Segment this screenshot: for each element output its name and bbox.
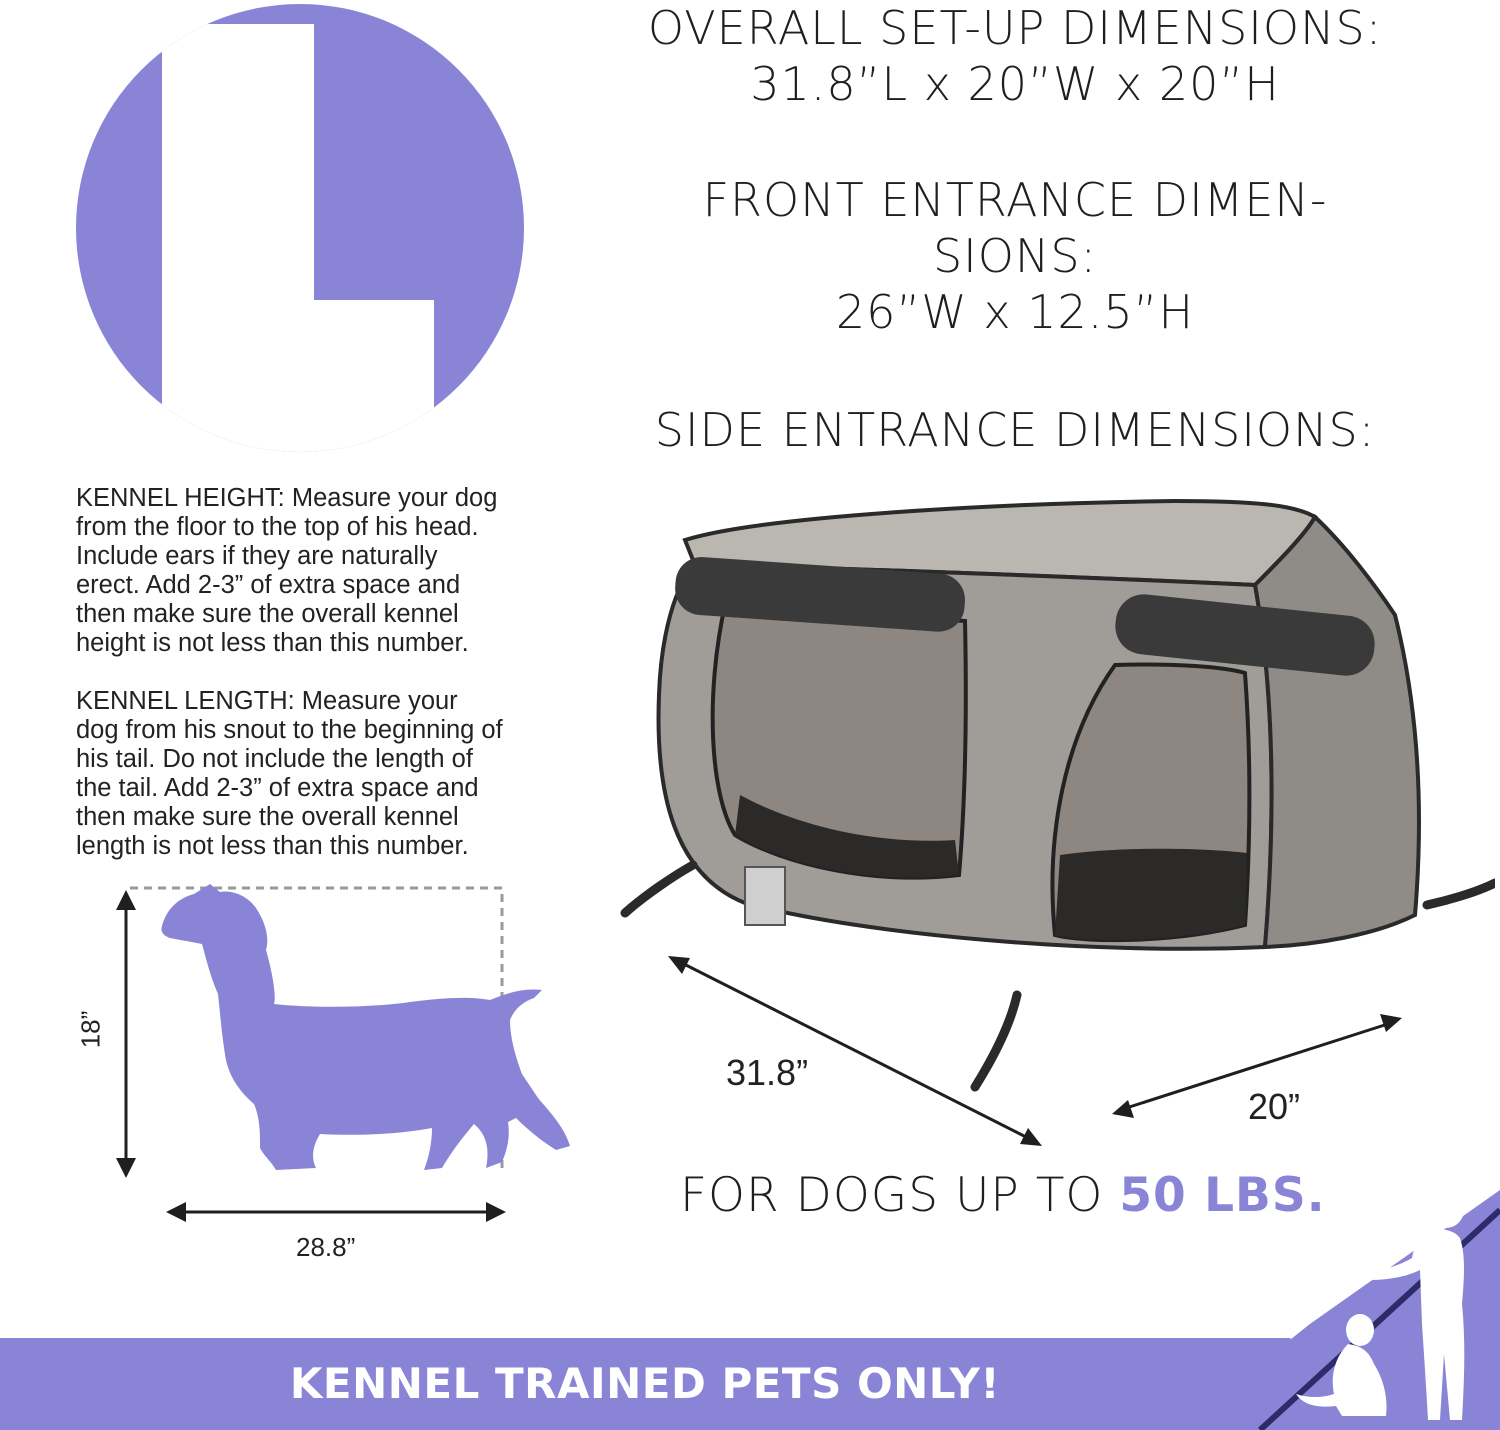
dog-length-label: 28.8”	[296, 1232, 356, 1262]
front-entrance-value: 26”W x 12.5”H	[835, 285, 1195, 339]
overall-dimensions-value: 31.8”L x 20”W x 20”H	[750, 57, 1280, 111]
front-entrance-heading-line2: SIONS:	[932, 229, 1098, 283]
front-entrance-heading-line1: FRONT ENTRANCE DIMEN-	[702, 173, 1328, 227]
dog-height-label: 18”	[75, 1010, 106, 1049]
person-with-dog-icon	[1290, 1184, 1500, 1430]
footer-warning: KENNEL TRAINED PETS ONLY!	[289, 1359, 1001, 1408]
kennel-length-guide: KENNEL LENGTH: Measure your dog from his snout to the beginning of his tail. Do not include the length of the tail. Add 2-3” of extra space and then make sure the overall kennel length is not less than this number.	[76, 687, 503, 860]
size-badge	[76, 4, 524, 452]
kennel-height-guide: KENNEL HEIGHT: Measure your dog from the floor to the top of his head. Include ears if they are naturally erect. Add 2-3” of extra space and then make sure the overall kennel height is not less than this number.	[76, 484, 498, 657]
overall-dimensions-heading: OVERALL SET-UP DIMENSIONS:	[647, 1, 1383, 55]
side-entrance-heading: SIDE ENTRANCE DIMENSIONS:	[654, 403, 1376, 457]
kennel-width-label: 20”	[1248, 1086, 1301, 1127]
weight-limit-value: 50 LBS.	[1119, 1168, 1326, 1223]
kennel-length-label: 31.8”	[726, 1052, 809, 1093]
size-letter-l-icon	[76, 4, 524, 452]
weight-limit-prefix: FOR DOGS UP TO	[680, 1168, 1120, 1223]
